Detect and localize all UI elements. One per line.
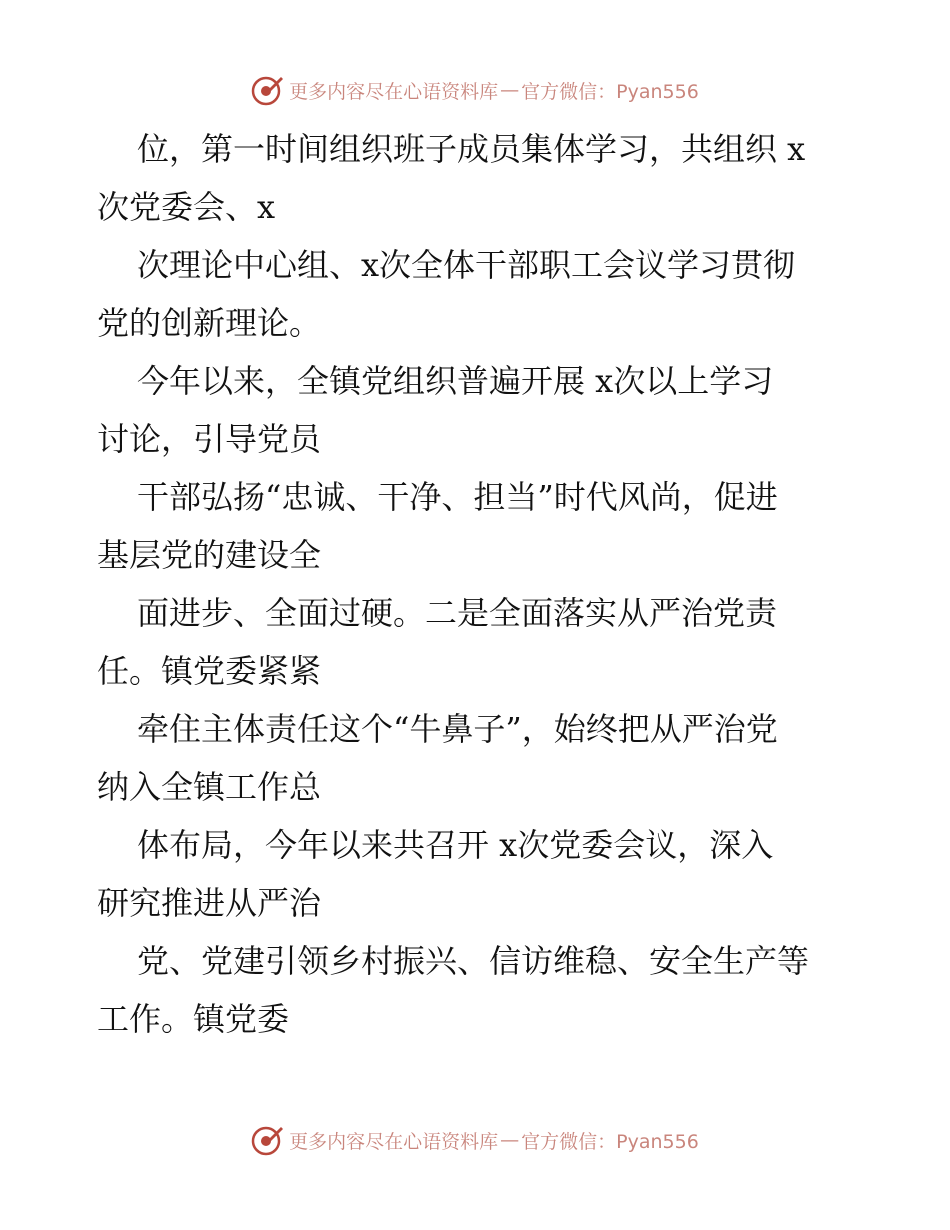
watermark-dash: — [500,79,520,101]
paragraph-line: 次理论中心组、x次全体干部职工会议学习贯彻 [137,246,796,284]
pen-logo-icon [251,73,285,107]
paragraph-line: 干部弘扬“忠诚、干净、担当”时代风尚，促进 [137,478,778,516]
paragraph-line: 面进步、全面过硬。二是全面落实从严治党责 [137,594,778,632]
watermark-title: 更多内容尽在心语资料库 [289,80,499,103]
paragraph-line: 次党委会、x [97,188,276,226]
paragraph-line: 体布局，今年以来共召开 x次党委会议，深入 [137,826,774,864]
pen-logo-icon [251,1123,285,1157]
paragraph-line: 基层党的建设全 [97,536,322,574]
paragraph [97,816,857,932]
paragraph-line: 纳入全镇工作总 [97,768,322,806]
watermark-footer [0,1120,950,1160]
watermark-title: 更多内容尽在心语资料库 [289,1130,499,1153]
paragraph [97,468,857,584]
document-body [97,120,857,1048]
paragraph-line: 讨论，引导党员 [97,420,322,458]
watermark-dash: — [500,1129,520,1151]
watermark-wechat: 官方微信：Pyan556 [521,1130,699,1153]
paragraph [97,120,857,236]
paragraph-line: 研究推进从严治 [97,884,322,922]
paragraph-line: 任。镇党委紧紧 [97,652,322,690]
paragraph-line: 党的创新理论。 [97,304,322,342]
paragraph [97,932,857,1048]
paragraph-line: 党、党建引领乡村振兴、信访维稳、安全生产等 [137,942,810,980]
paragraph-line: 今年以来，全镇党组织普遍开展 x次以上学习 [137,362,774,400]
watermark-wechat: 官方微信：Pyan556 [521,80,699,103]
watermark-header [0,70,950,110]
paragraph [97,700,857,816]
paragraph-line: 工作。镇党委 [97,1000,290,1038]
paragraph-line: 位，第一时间组织班子成员集体学习，共组织 x [137,130,806,168]
paragraph [97,236,857,352]
paragraph [97,584,857,700]
paragraph-line: 牵住主体责任这个“牛鼻子”，始终把从严治党 [137,710,778,748]
paragraph [97,352,857,468]
